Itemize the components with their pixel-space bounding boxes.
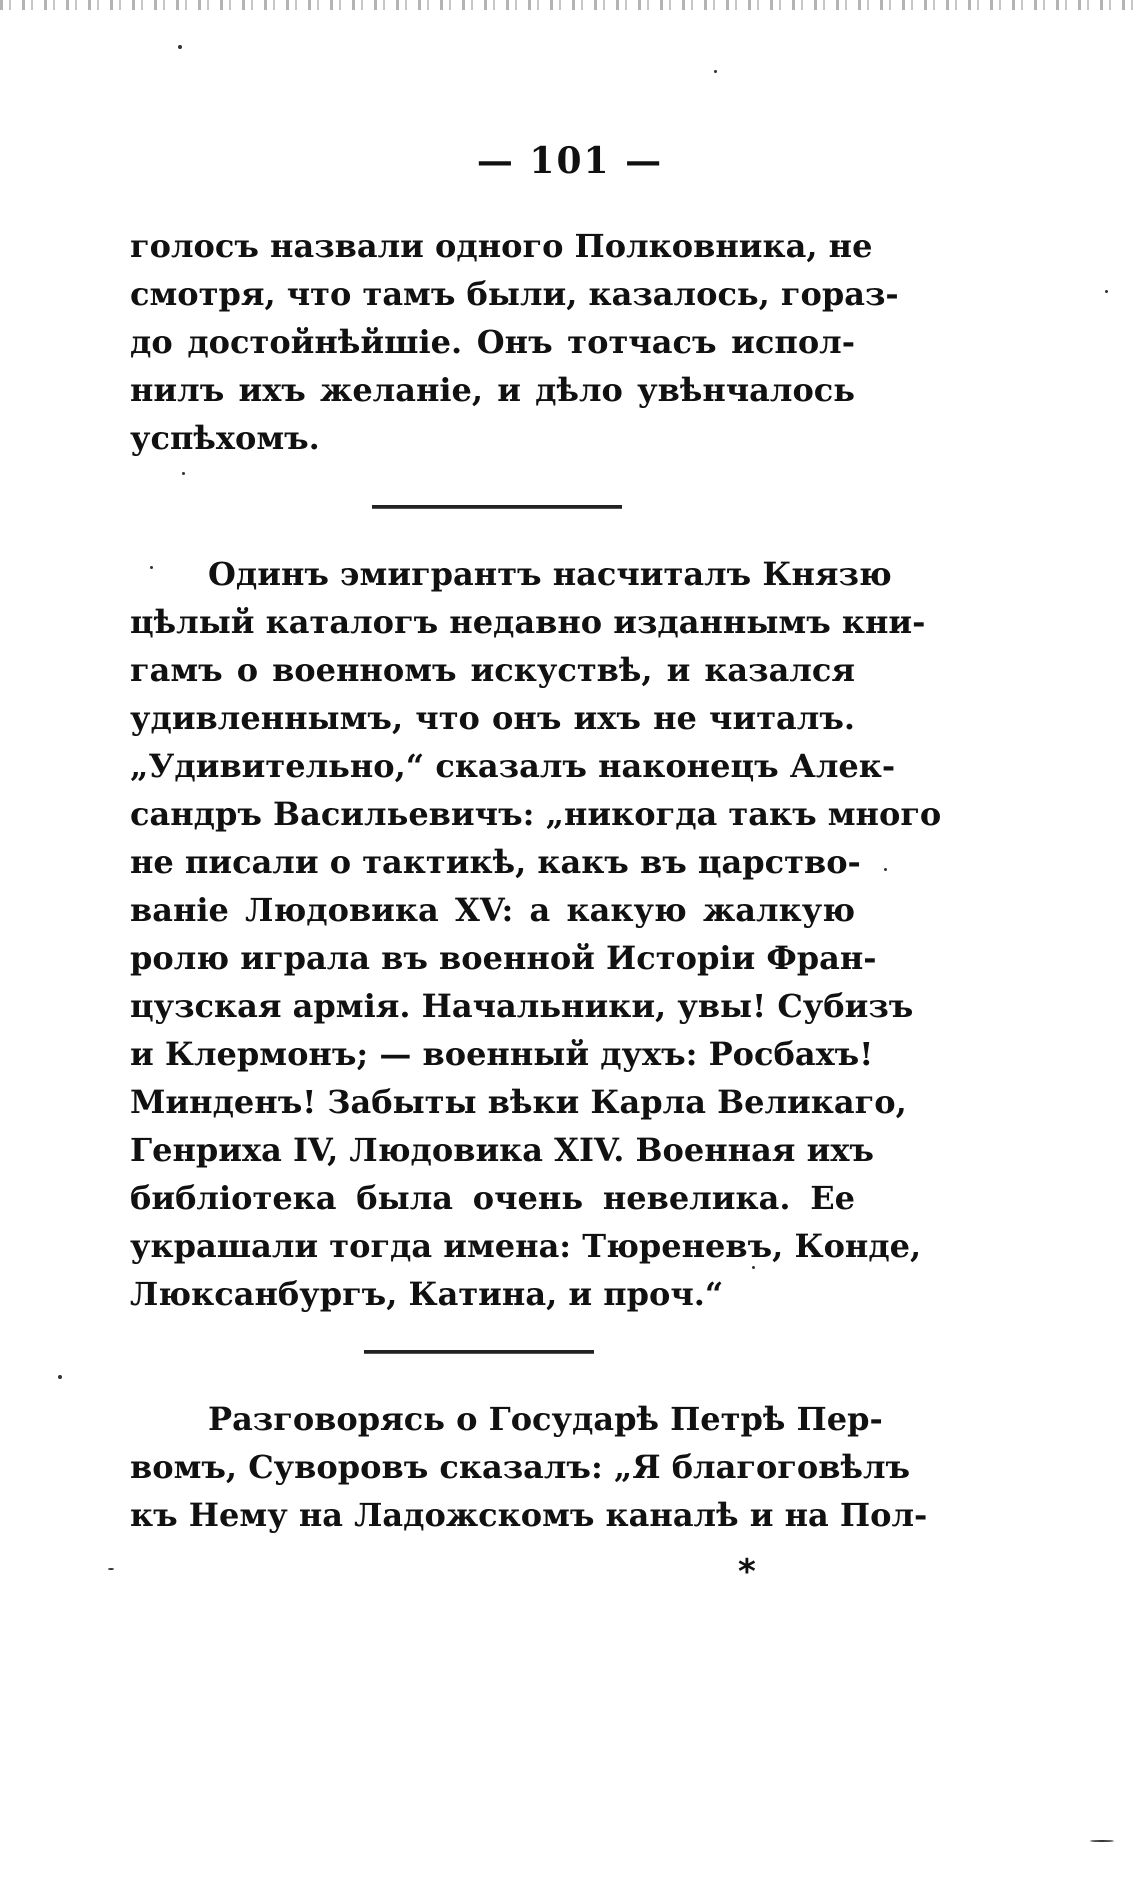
section-divider bbox=[364, 1350, 594, 1354]
text-line: ролю играла въ военной Исторіи Фран- bbox=[130, 939, 877, 977]
text-line: цузская армія. Начальники, увы! Субизъ bbox=[130, 987, 914, 1025]
signature-mark: * bbox=[738, 1552, 756, 1592]
scan-speck bbox=[1105, 290, 1108, 293]
text-line: нилъ ихъ желаніе, и дѣло увѣнчалось bbox=[130, 371, 855, 409]
text-line: смотря, что тамъ были, казалось, гораз- bbox=[130, 275, 899, 313]
scan-speck bbox=[108, 1568, 114, 1570]
paragraph-3 bbox=[130, 1395, 928, 1539]
text-line: гамъ о военномъ искуствѣ, и казался bbox=[130, 651, 855, 689]
scan-edge-noise bbox=[0, 0, 1140, 10]
text-line: Одинъ эмигрантъ насчиталъ Князю bbox=[208, 555, 892, 593]
scan-speck bbox=[58, 1375, 62, 1379]
text-line: голосъ назвали одного Полковника, не bbox=[130, 227, 873, 265]
text-line: удивленнымъ, что онъ ихъ не читалъ. bbox=[130, 699, 855, 737]
text-line: не писали о тактикѣ, какъ въ царство- bbox=[130, 843, 861, 881]
text-line: къ Нему на Ладожскомъ каналѣ и на Пол- bbox=[130, 1496, 928, 1534]
page-number: — 101 — bbox=[476, 140, 664, 182]
text-line: „Удивительно,“ сказалъ наконецъ Алек- bbox=[130, 747, 896, 785]
section-divider bbox=[372, 505, 622, 509]
scan-speck bbox=[150, 566, 153, 569]
text-line: Минденъ! Забыты вѣки Карла Великаго, bbox=[130, 1083, 907, 1121]
text-line: вомъ, Суворовъ сказалъ: „Я благоговѣлъ bbox=[130, 1448, 911, 1486]
text-line: сандръ Васильевичъ: „никогда такъ много bbox=[130, 795, 942, 833]
paragraph-1 bbox=[130, 222, 899, 462]
text-line: и Клермонъ; — военный духъ: Росбахъ! bbox=[130, 1035, 874, 1073]
scan-speck bbox=[1090, 1840, 1114, 1842]
scan-speck bbox=[182, 472, 185, 475]
scan-speck bbox=[714, 70, 717, 73]
scan-speck bbox=[178, 45, 182, 49]
text-line: до достойнѣйшіе. Онъ тотчасъ испол- bbox=[130, 323, 855, 361]
text-line: Люксанбургъ, Катина, и проч.“ bbox=[130, 1275, 724, 1313]
text-line: ваніе Людовика XV: а какую жалкую bbox=[130, 891, 855, 929]
text-line: украшали тогда имена: Тюреневъ, Конде, bbox=[130, 1227, 922, 1265]
text-line: цѣлый каталогъ недавно изданнымъ кни- bbox=[130, 603, 926, 641]
scan-speck bbox=[884, 868, 887, 871]
text-line: Генриха IV, Людовика XIV. Военная ихъ bbox=[130, 1131, 874, 1169]
text-line: Разговорясь о Государѣ Петрѣ Пер- bbox=[208, 1400, 883, 1438]
text-line: успѣхомъ. bbox=[130, 419, 320, 457]
paragraph-2 bbox=[130, 550, 942, 1318]
text-line: библіотека была очень невелика. Ее bbox=[130, 1179, 855, 1217]
scan-speck bbox=[752, 1266, 755, 1269]
